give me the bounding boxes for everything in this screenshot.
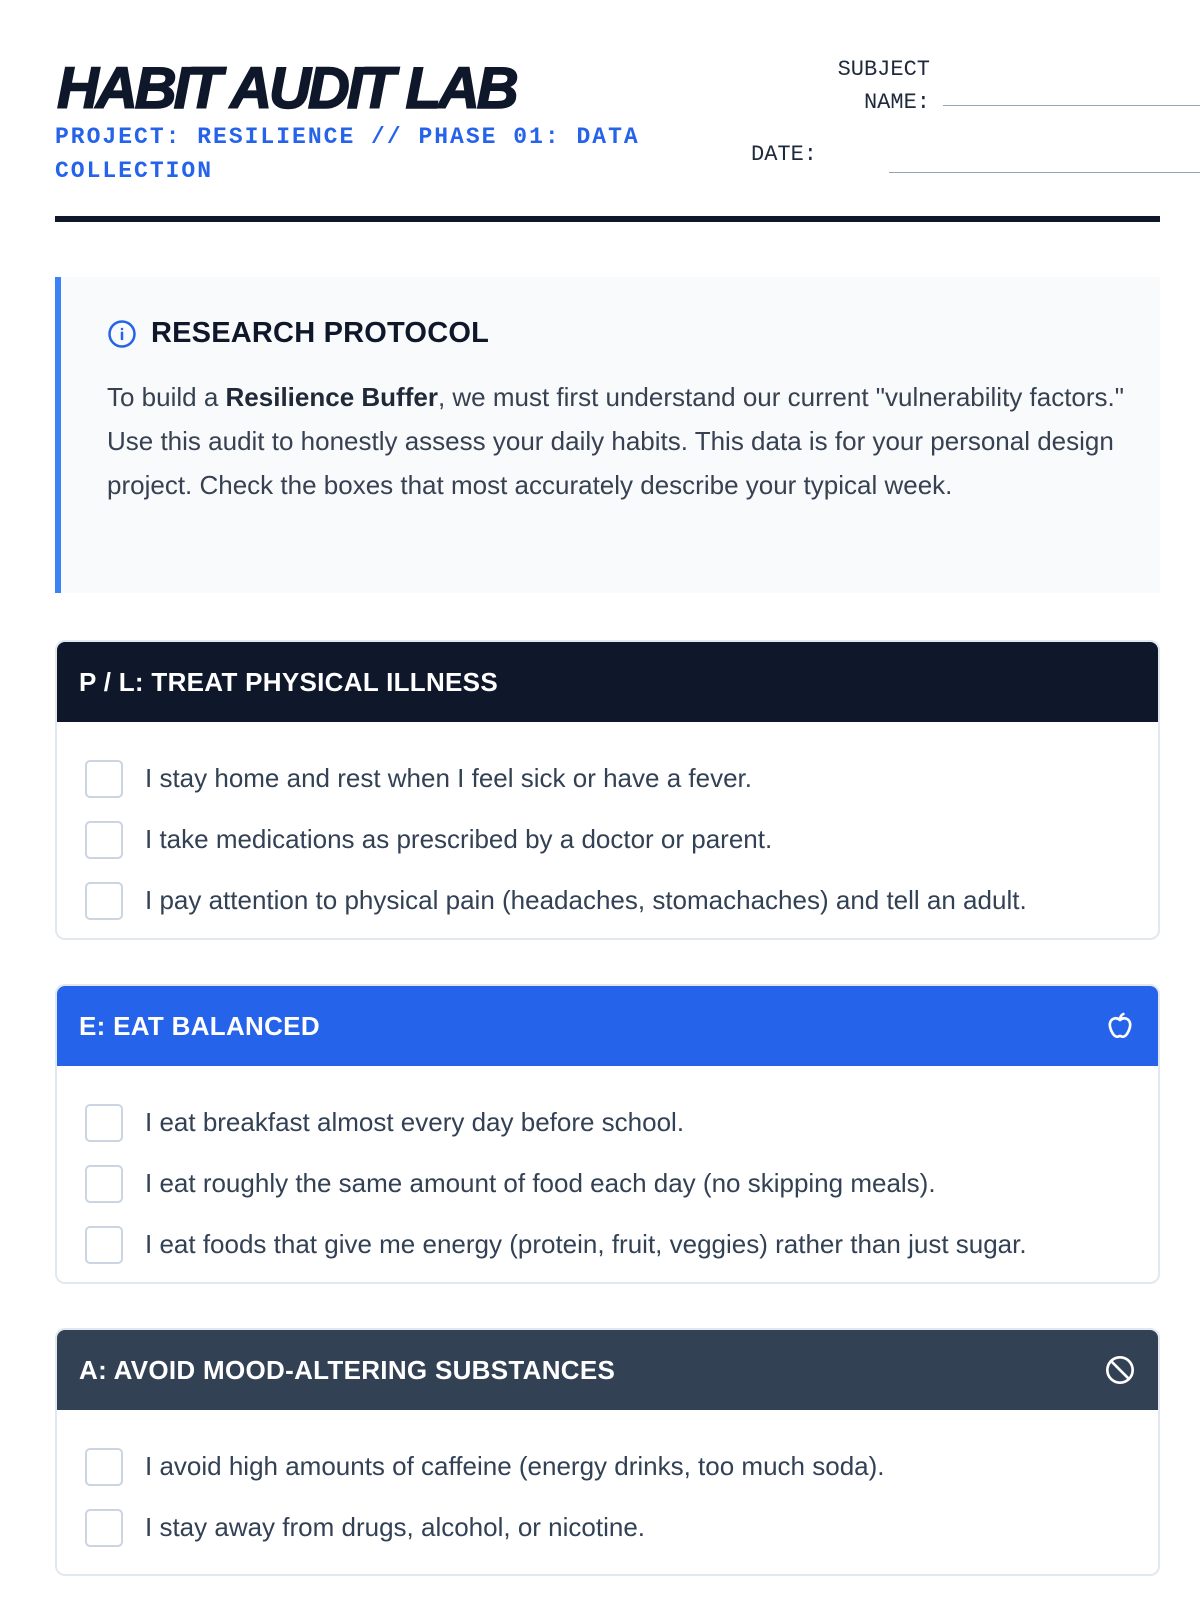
section-header bbox=[57, 642, 1158, 722]
protocol-text-rest: , we must first understand our current "vulnerability factors." Use this audit to honestly assess your daily habits. This data is for your personal design project. Check the boxes that most accurately describe your typical week. bbox=[107, 382, 1125, 500]
apple-icon bbox=[1104, 1010, 1136, 1042]
checklist-item-label: I eat foods that give me energy (protein, fruit, veggies) rather than just sugar. bbox=[145, 1229, 1027, 1259]
checkbox[interactable] bbox=[85, 882, 123, 920]
ban-icon bbox=[1104, 1354, 1136, 1386]
section-title: E: EAT BALANCED bbox=[79, 1010, 320, 1041]
section-avoid-mood-altering-substances bbox=[55, 1328, 1160, 1576]
section-eat-balanced bbox=[55, 984, 1160, 1284]
date-field[interactable] bbox=[889, 172, 1200, 173]
list-item bbox=[57, 748, 1158, 809]
checkbox[interactable] bbox=[85, 1226, 123, 1264]
checklist bbox=[57, 722, 1158, 931]
worksheet-page bbox=[55, 0, 1160, 1542]
subject-name-label: SUBJECT NAME: bbox=[837, 57, 930, 115]
checkbox[interactable] bbox=[85, 1448, 123, 1486]
protocol-text-emphasis: Resilience Buffer bbox=[225, 382, 438, 412]
checklist-item-label: I pay attention to physical pain (headaches, stomachaches) and tell an adult. bbox=[145, 885, 1027, 915]
checkbox[interactable] bbox=[85, 1104, 123, 1142]
checklist-item-label: I stay away from drugs, alcohol, or nicotine. bbox=[145, 1512, 646, 1542]
list-item bbox=[57, 1214, 1158, 1275]
section-treat-physical-illness bbox=[55, 640, 1160, 940]
checklist-item-label: I avoid high amounts of caffeine (energy drinks, too much soda). bbox=[145, 1451, 885, 1481]
checklist-item-label: I eat breakfast almost every day before school. bbox=[145, 1107, 685, 1137]
section-title: P / L: TREAT PHYSICAL ILLNESS bbox=[79, 666, 498, 697]
date-label: DATE: bbox=[751, 142, 818, 167]
list-item bbox=[57, 870, 1158, 931]
protocol-text-lead: To build a bbox=[107, 382, 226, 412]
checklist-item-label: I stay home and rest when I feel sick or have a fever. bbox=[145, 763, 752, 793]
list-item bbox=[57, 1497, 1158, 1558]
list-item bbox=[57, 809, 1158, 870]
section-header bbox=[57, 1330, 1158, 1410]
page-title: HABIT AUDIT LAB bbox=[57, 56, 516, 121]
research-protocol-box bbox=[55, 277, 1160, 593]
header-divider bbox=[55, 216, 1160, 222]
list-item bbox=[57, 1436, 1158, 1497]
protocol-heading bbox=[107, 317, 489, 350]
checkbox[interactable] bbox=[85, 1165, 123, 1203]
checkbox[interactable] bbox=[85, 1509, 123, 1547]
protocol-title: RESEARCH PROTOCOL bbox=[151, 317, 490, 349]
checklist bbox=[57, 1410, 1158, 1558]
section-title: A: AVOID MOOD-ALTERING SUBSTANCES bbox=[79, 1354, 616, 1385]
section-header bbox=[57, 986, 1158, 1066]
checkbox[interactable] bbox=[85, 821, 123, 859]
subject-name-field[interactable] bbox=[943, 105, 1200, 106]
checklist-item-label: I eat roughly the same amount of food each day (no skipping meals). bbox=[145, 1168, 936, 1198]
checkbox[interactable] bbox=[85, 760, 123, 798]
checklist bbox=[57, 1066, 1158, 1275]
page-subtitle: PROJECT: RESILIENCE // PHASE 01: DATA COLLECTION bbox=[55, 124, 640, 184]
checklist-item-label: I take medications as prescribed by a doctor or parent. bbox=[145, 824, 773, 854]
protocol-text bbox=[107, 375, 1127, 507]
list-item bbox=[57, 1092, 1158, 1153]
list-item bbox=[57, 1153, 1158, 1214]
worksheet-header bbox=[55, 0, 1160, 223]
info-icon bbox=[107, 319, 137, 349]
